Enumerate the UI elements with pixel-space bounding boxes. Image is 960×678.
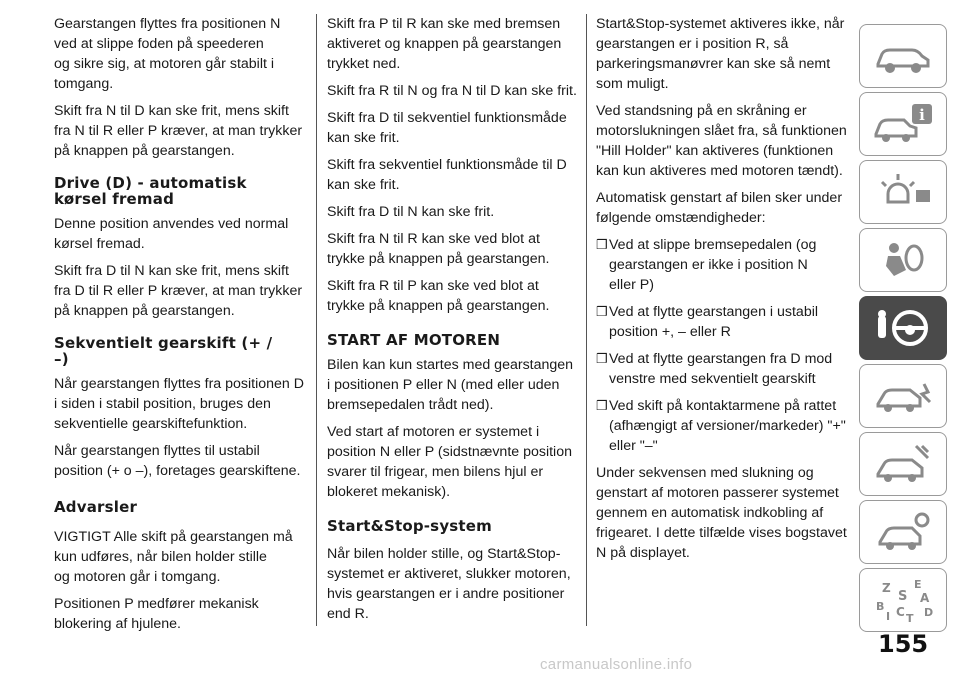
- warning-light-icon: [870, 168, 936, 216]
- paragraph: Skift fra R til P kan ske ved blot at trykke på knappen på gearstangen.: [327, 278, 550, 314]
- column-2: [327, 14, 579, 631]
- index-letter: S: [898, 589, 908, 604]
- bullet-item: [596, 235, 848, 295]
- checkbox-bullet-icon: ❒: [596, 237, 608, 252]
- paragraph: Bilen kan kun startes med gearstangen i positionen P eller N (med eller uden bremsepedalen trådt ned).: [327, 357, 574, 413]
- chapter-tab-technical-data[interactable]: [859, 500, 947, 564]
- section-heading-warnings: Advarsler: [54, 498, 138, 516]
- watermark: carmanualsonline.info: [540, 656, 693, 673]
- section-heading-start-stop: Start&Stop-system: [327, 517, 492, 535]
- steering-wheel-key-icon: [870, 304, 936, 352]
- column-divider: [316, 14, 317, 626]
- svg-text:i: i: [919, 106, 925, 124]
- bullet-item: [596, 302, 848, 342]
- chapter-tab-index[interactable]: [859, 568, 947, 632]
- index-letters-icon: [870, 576, 936, 624]
- index-letter: T: [906, 612, 914, 624]
- bullet-item: [596, 396, 848, 456]
- paragraph: Skift fra D til N kan ske frit.: [327, 204, 495, 220]
- car-tech-icon: [870, 508, 936, 556]
- paragraph: Skift fra N til D kan ske frit, mens skift fra N til R eller P kræver, at man trykker på knappen på gearstangen.: [54, 103, 303, 159]
- chapter-tab-maintenance[interactable]: [859, 432, 947, 496]
- checkbox-bullet-icon: ❒: [596, 351, 608, 366]
- chapter-tabs: [859, 24, 949, 636]
- index-letter: Z: [882, 581, 891, 595]
- column-3: [596, 14, 848, 570]
- bullet-text: Ved at flytte gearstangen fra D mod venstre med sekventielt gearskift: [609, 351, 833, 387]
- index-letter: E: [914, 578, 922, 591]
- paragraph: Automatisk genstart af bilen sker under følgende omstændigheder:: [596, 190, 843, 226]
- index-letter: B: [876, 600, 885, 613]
- paragraph: Når bilen holder stille, og Start&Stop- systemet er aktiveret, slukker motoren, hvis gearstangen er i andre positioner end R.: [327, 546, 571, 622]
- chapter-tab-car[interactable]: [859, 24, 947, 88]
- bullet-text: Ved at flytte gearstangen i ustabil position +, – eller R: [609, 304, 819, 340]
- paragraph: Positionen P medfører mekanisk blokering af hjulene.: [54, 596, 259, 632]
- index-letter: A: [920, 591, 930, 605]
- chapter-tab-safety[interactable]: [859, 228, 947, 292]
- car-icon: [870, 32, 936, 80]
- bullet-text: Ved skift på kontaktarmene på rattet (afhængigt af versioner/markeder) "+" eller "–": [609, 398, 846, 454]
- section-heading-engine-start: START AF MOTOREN: [327, 331, 501, 349]
- chapter-tab-starting-driving[interactable]: [859, 296, 947, 360]
- paragraph: Når gearstangen flyttes fra positionen D i siden i stabil position, bruges den sekventielle gearskiftefunktion.: [54, 376, 304, 432]
- paragraph: Skift fra P til R kan ske med bremsen aktiveret og knappen på gearstangen trykket ned.: [327, 16, 562, 72]
- paragraph: Skift fra N til R kan ske ved blot at trykke på knappen på gearstangen.: [327, 231, 550, 267]
- car-crash-icon: [870, 372, 936, 420]
- paragraph: VIGTIGT Alle skift på gearstangen må kun udføres, når bilen holder stille og motoren går i tomgang.: [54, 529, 293, 585]
- paragraph: Ved standsning på en skråning er motorslukningen slået fra, så funktionen "Hill Holder" kan aktiveres (funktionen kan kun aktiveres med motoren tændt).: [596, 103, 847, 179]
- car-service-icon: [870, 440, 936, 488]
- paragraph: Start&Stop-systemet aktiveres ikke, når gearstangen er i position R, så parkeringsmanøvrer kan ske så nemt som muligt.: [596, 16, 845, 92]
- bullet-text: Ved at slippe bremsepedalen (og gearstangen er ikke i position N eller P): [609, 237, 817, 293]
- paragraph: Skift fra D til N kan ske frit, mens skift fra D til R eller P kræver, at man trykker på knappen på gearstangen.: [54, 263, 303, 319]
- section-heading-sequential: Sekventielt gearskift (+ / –): [54, 334, 273, 368]
- paragraph: Skift fra sekventiel funktionsmåde til D kan ske frit.: [327, 157, 567, 193]
- section-heading-drive: Drive (D) - automatisk kørsel fremad: [54, 174, 247, 208]
- column-1: [54, 14, 304, 641]
- paragraph: Denne position anvendes ved normal kørsel fremad.: [54, 216, 289, 252]
- paragraph: Under sekvensen med slukning og genstart af motoren passerer systemet gennem en automatisk indkobling af frigearet. I dette tilfælde vises bogstavet N på displayet.: [596, 465, 847, 561]
- paragraph: Skift fra R til N og fra N til D kan ske frit.: [327, 83, 577, 99]
- chapter-tab-emergency[interactable]: [859, 364, 947, 428]
- airbag-icon: [870, 236, 936, 284]
- paragraph: Ved start af motoren er systemet i position N eller P (sidstnævnte position svarer til frigear, men bilens hjul er blokeret mekanisk).: [327, 424, 572, 500]
- paragraph: Skift fra D til sekventiel funktionsmåde kan ske frit.: [327, 110, 567, 146]
- chapter-tab-info[interactable]: [859, 92, 947, 156]
- checkbox-bullet-icon: ❒: [596, 398, 608, 413]
- checkbox-bullet-icon: ❒: [596, 304, 608, 319]
- paragraph: Gearstangen flyttes fra positionen N ved at slippe foden på speederen og sikre sig, at motoren går stabilt i tomgang.: [54, 16, 281, 92]
- page-number: 155: [878, 630, 929, 658]
- index-letter: I: [886, 610, 891, 623]
- index-letter: D: [924, 606, 934, 619]
- paragraph: Når gearstangen flyttes til ustabil position (+ o –), foretages gearskiftene.: [54, 443, 301, 479]
- index-letter: C: [896, 605, 905, 619]
- bullet-item: [596, 349, 848, 389]
- chapter-tab-warnings[interactable]: [859, 160, 947, 224]
- car-info-icon: [870, 100, 936, 148]
- column-divider: [586, 14, 587, 626]
